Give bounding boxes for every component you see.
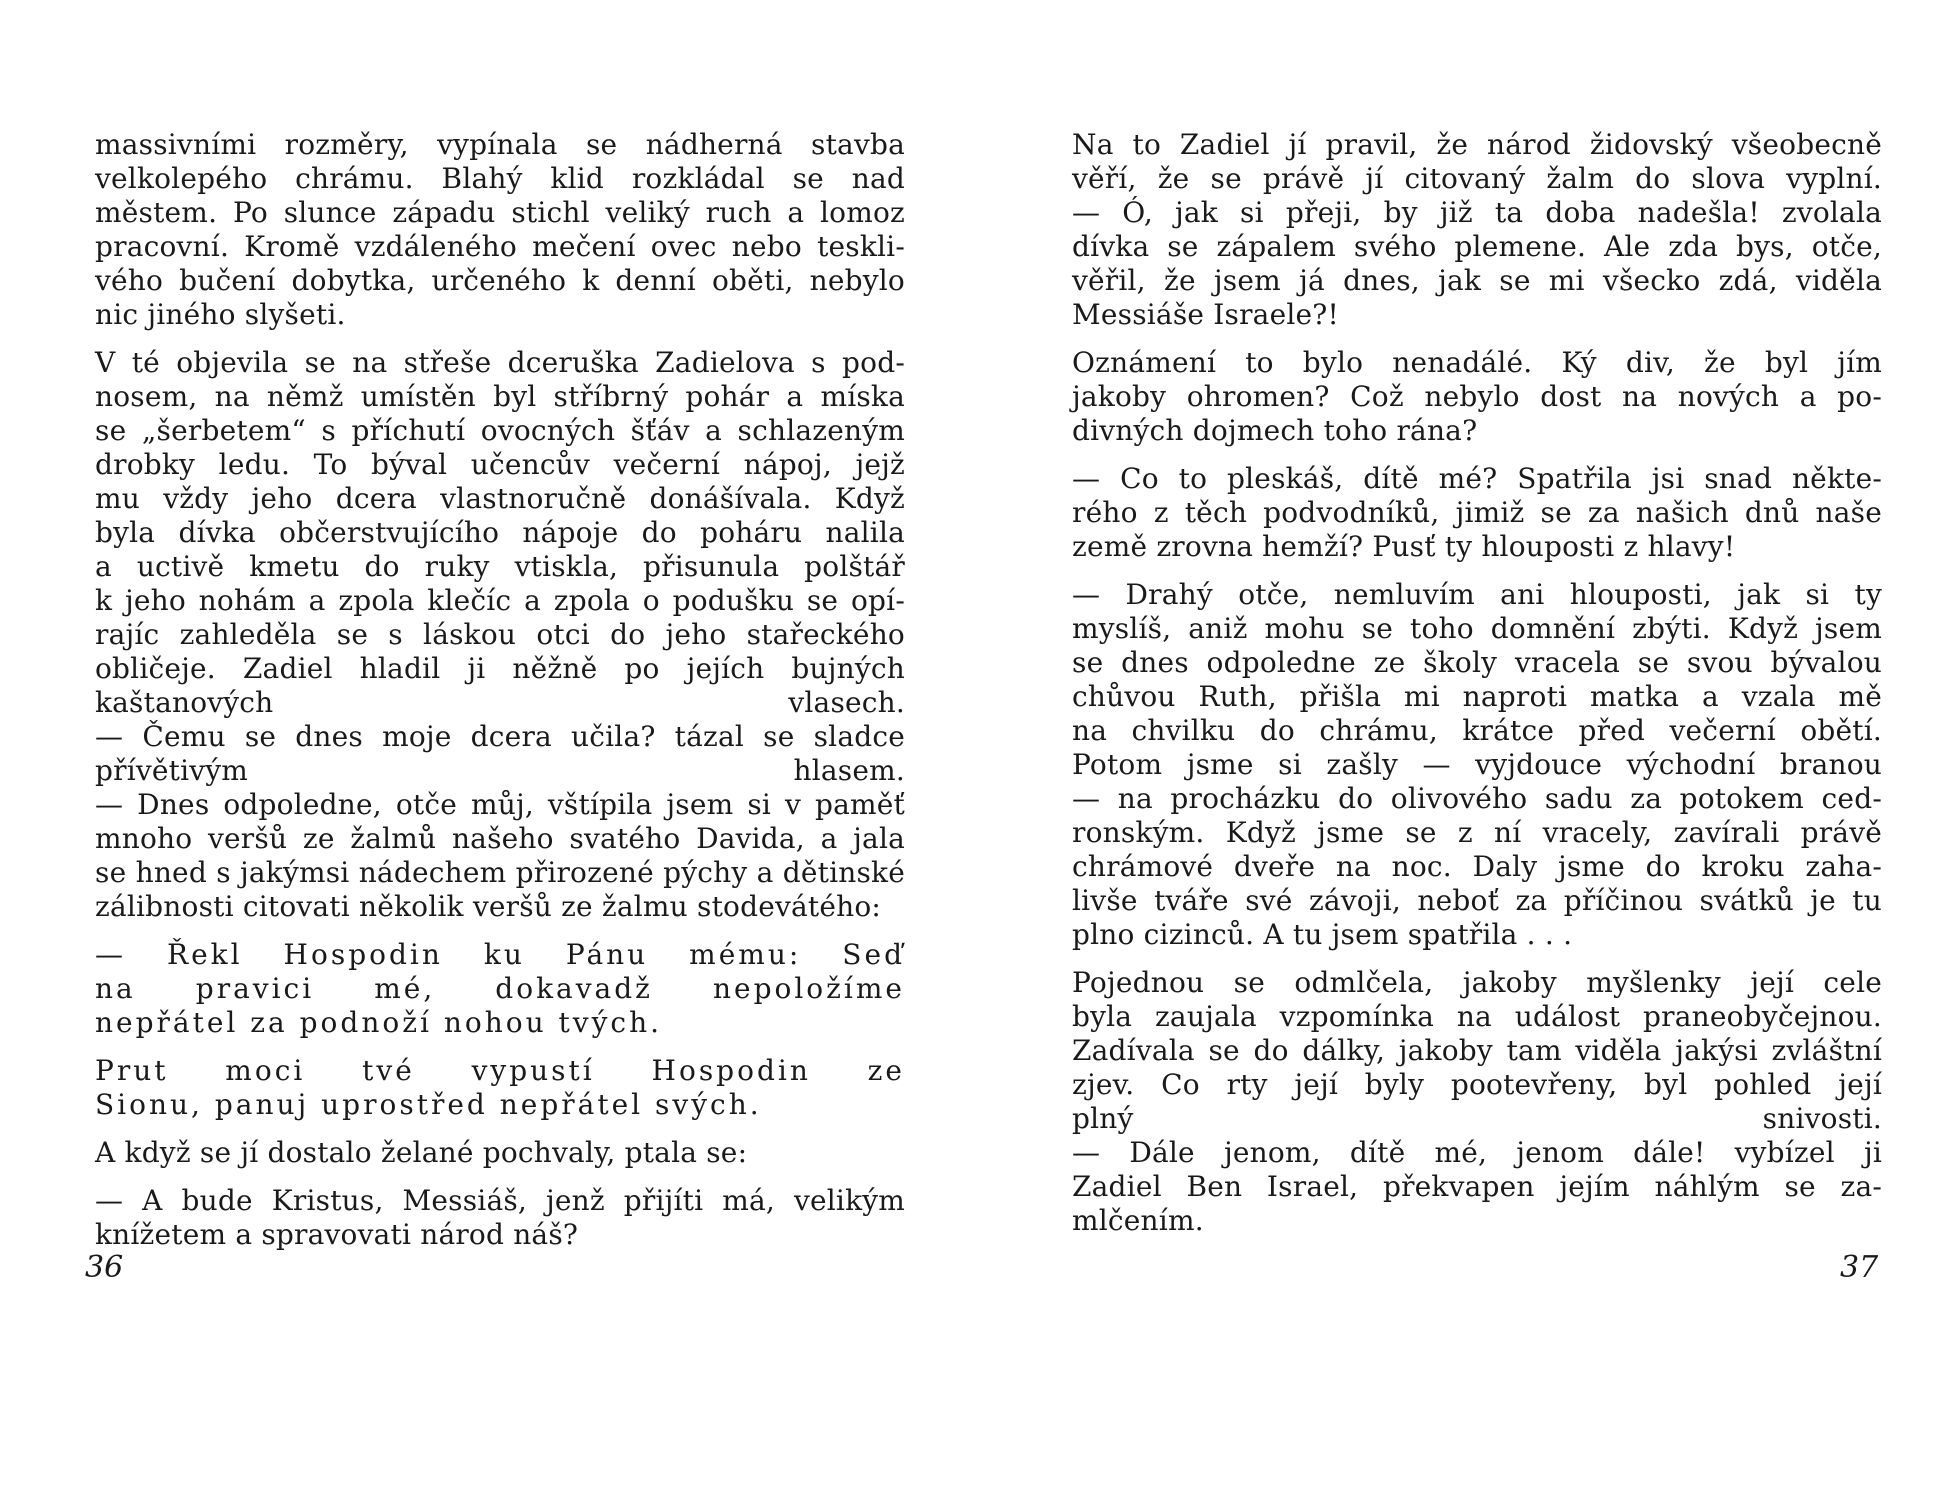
paragraph [95,938,905,1040]
text-line: dívka se zápalem svého plemene. Ale zda bys, otče, [1072,230,1882,263]
text-line: jakoby ohromen? Což nebylo dost na nových a po- [1072,380,1882,413]
paragraph-gap [95,1040,905,1054]
paragraph-gap [1072,332,1882,346]
text-line: obličeje. Zadiel hladil ji něžně po jejích bujných [95,652,905,685]
text-line: na pravici mé, dokavadž nepoložíme [95,972,905,1005]
text-line: věří, že se právě jí citovaný žalm do slova vyplní. [1072,162,1882,195]
paragraph [1072,346,1882,448]
text-line: — A bude Kristus, Messiáš, jenž přijíti má, velikým [95,1184,905,1217]
paragraph-gap [1072,564,1882,578]
text-line: země zrovna hemží? Pusť ty hlouposti z hlavy! [1072,530,1736,563]
text-line: se hned s jakýmsi nádechem přirozené pýchy a dětinské [95,856,905,889]
text-line: drobky ledu. To býval učencův večerní nápoj, jejž [95,448,905,481]
text-line: Sionu, panuj uprostřed nepřátel svých. [95,1088,762,1121]
text-line: městem. Po slunce západu stichl veliký ruch a lomoz [95,196,905,229]
text-line: zálibnosti citovati několik veršů ze žalmu stodevátého: [95,890,882,923]
text-line: a uctivě kmetu do ruky vtiskla, přisunula polštář [95,550,905,583]
text-line: věřil, že jsem já dnes, jak se mi všecko zdá, viděla [1072,264,1882,297]
paragraph [95,1054,905,1122]
text-line: nepřátel za podnoží nohou tvých. [95,1006,663,1039]
text-line: vého bučení dobytka, určeného k denní oběti, nebylo [95,264,905,297]
text-line: na chvilku do chrámu, krátce před večerní obětí. [1072,714,1882,747]
text-line: — Dnes odpoledne, otče můj, vštípila jsem si v paměť [95,788,905,821]
text-line: — Řekl Hospodin ku Pánu mému: Seď [95,938,905,971]
text-line: přívětivým hlasem. [95,754,905,787]
paragraph-gap [95,1170,905,1184]
right-page-number: 37 [1840,1250,1879,1285]
text-line: ronským. Když jsme se z ní vracely, zavírali právě [1072,816,1882,849]
text-line: k jeho nohám a zpola klečíc a zpola o podušku se opí- [95,584,905,617]
text-line: rého z těch podvodníků, jimiž se za našich dnů naše [1072,496,1882,529]
text-line: rajíc zahleděla se s láskou otci do jeho stařeckého [95,618,905,651]
text-line: massivními rozměry, vypínala se nádherná stavba [95,128,905,161]
text-line: Zadiel Ben Israel, překvapen jejím náhlým se za- [1072,1170,1882,1203]
paragraph [95,1136,905,1170]
text-line: A když se jí dostalo želané pochvaly, ptala se: [95,1136,748,1169]
text-line: mlčením. [1072,1204,1204,1237]
paragraph [1072,966,1882,1238]
text-line: — Co to pleskáš, dítě mé? Spatřila jsi snad někte- [1072,462,1882,495]
text-line: mu vždy jeho dcera vlastnoručně donášívala. Když [95,482,905,515]
text-line: divných dojmech toho rána? [1072,414,1478,447]
paragraph [95,346,905,924]
text-line: knížetem a spravovati národ náš? [95,1218,579,1251]
right-page [1072,128,1882,1238]
text-line: plno cizinců. A tu jsem spatřila . . . [1072,918,1573,951]
paragraph-gap [95,332,905,346]
text-line: se „šerbetem“ s příchutí ovocných šťáv a schlazeným [95,414,905,447]
left-page [95,128,905,1252]
text-line: Oznámení to bylo nenadálé. Ký div, že byl jím [1072,346,1882,379]
paragraph-gap [1072,448,1882,462]
text-line: Messiáše Israele?! [1072,298,1339,331]
text-line: mnoho veršů ze žalmů našeho svatého Davida, a jala [95,822,905,855]
text-line: byla dívka občerstvujícího nápoje do poháru nalila [95,516,905,549]
text-line: — Ó, jak si přeji, by již ta doba nadešla! zvolala [1072,196,1882,229]
paragraph [95,1184,905,1252]
text-line: kaštanových vlasech. [95,686,905,719]
text-line: — Dále jenom, dítě mé, jenom dále! vybízel ji [1072,1136,1882,1169]
text-line: Pojednou se odmlčela, jakoby myšlenky její cele [1072,966,1882,999]
paragraph-gap [95,1122,905,1136]
text-line: Zadívala se do dálky, jakoby tam viděla jakýsi zvláštní [1072,1034,1882,1067]
text-line: Prut moci tvé vypustí Hospodin ze [95,1054,905,1087]
paragraph [95,128,905,332]
text-line: plný snivosti. [1072,1102,1882,1135]
text-line: chůvou Ruth, přišla mi naproti matka a vzala mě [1072,680,1882,713]
text-line: chrámové dveře na noc. Daly jsme do kroku zaha- [1072,850,1882,883]
text-line: nic jiného slyšeti. [95,298,346,331]
text-line: — Čemu se dnes moje dcera učila? tázal se sladce [95,720,905,753]
text-line: se dnes odpoledne ze školy vracela se svou bývalou [1072,646,1882,679]
text-line: — Drahý otče, nemluvím ani hlouposti, jak si ty [1072,578,1882,611]
text-line: zjev. Co rty její byly pootevřeny, byl pohled její [1072,1068,1882,1101]
text-line: velkolepého chrámu. Blahý klid rozkládal se nad [95,162,905,195]
text-line: — na procházku do olivového sadu za potokem ced- [1072,782,1882,815]
text-line: Potom jsme si zašly — vyjdouce východní branou [1072,748,1882,781]
paragraph-gap [95,924,905,938]
left-page-number: 36 [85,1250,124,1285]
text-line: pracovní. Kromě vzdáleného mečení ovec nebo teskli- [95,230,905,263]
text-line: livše tváře své závoji, neboť za příčinou svátků je tu [1072,884,1882,917]
text-line: V té objevila se na střeše dceruška Zadielova s pod- [95,346,905,379]
paragraph-gap [1072,952,1882,966]
text-line: byla zaujala vzpomínka na událost praneobyčejnou. [1072,1000,1882,1033]
text-line: nosem, na němž umístěn byl stříbrný pohár a míska [95,380,905,413]
text-line: myslíš, aniž mohu se toho domnění zbýti. Když jsem [1072,612,1882,645]
text-line: Na to Zadiel jí pravil, že národ židovský všeobecně [1072,128,1882,161]
paragraph [1072,462,1882,564]
paragraph [1072,128,1882,332]
paragraph [1072,578,1882,952]
